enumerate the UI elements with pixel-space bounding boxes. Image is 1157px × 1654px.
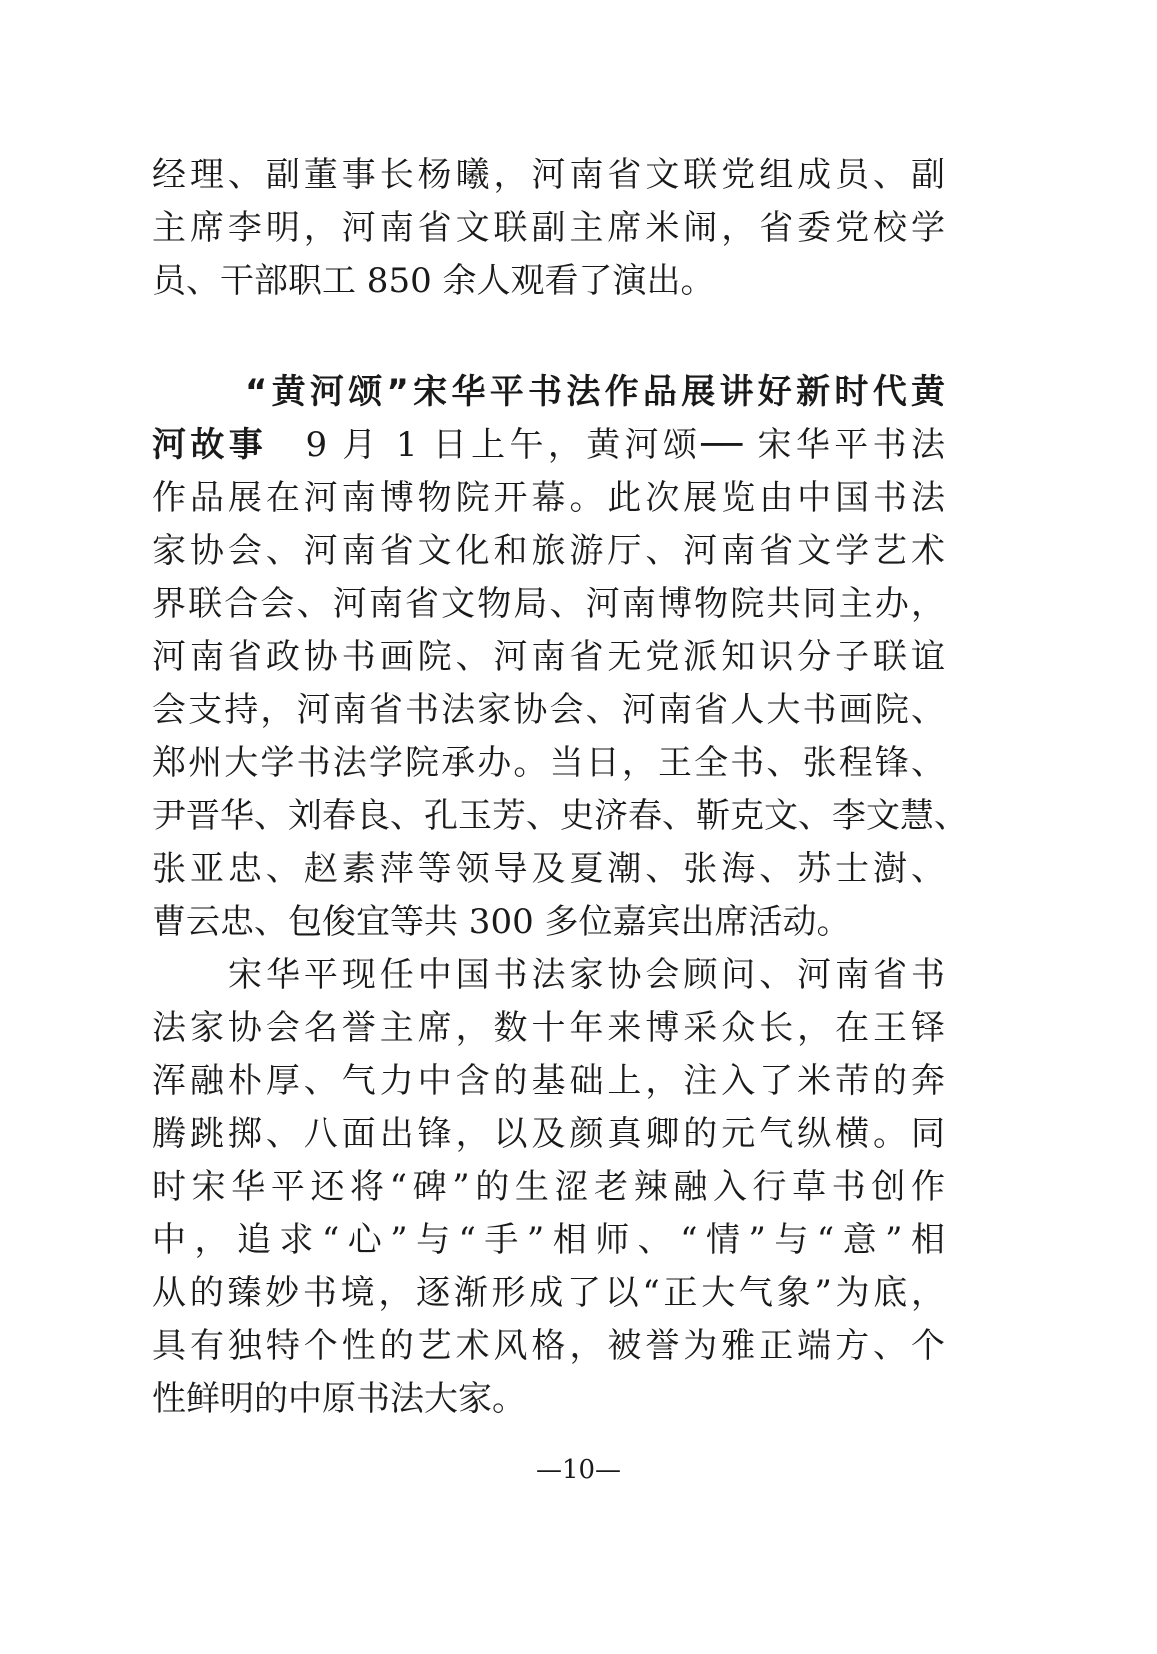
text-line [152,791,968,841]
body-text: 时宋华平还将“碑”的生涩老辣融入行草书创作 [152,1167,945,1207]
body-text: 宋华平现任中国书法家协会顾问、河南省书 [228,955,945,995]
text-line [152,1109,945,1159]
text-line [245,367,945,417]
body-text: 员、干部职工 850 余人观看了演出。 [152,261,715,301]
body-text: 具有独特个性的艺术风格，被誉为雅正端方、个 [152,1326,945,1366]
text-line [152,632,945,682]
text-line [152,579,945,629]
body-text: 主席李明，河南省文联副主席米闹，省委党校学 [152,208,945,248]
text-line [152,256,945,306]
text-line [228,950,945,1000]
text-line [152,1268,945,1318]
text-line [152,1162,945,1212]
body-text: 腾跳掷、八面出锋，以及颜真卿的元气纵横。同 [152,1114,945,1154]
text-line [152,1056,945,1106]
text-line [152,897,945,947]
section-heading: 河故事 [152,425,268,465]
text-line [152,1374,945,1424]
text-line [152,1215,945,1265]
text-line [152,1321,945,1371]
body-text: 曹云忠、包俊宜等共 300 多位嘉宾出席活动。 [152,902,851,942]
text-line [152,1003,945,1053]
body-text: 家协会、河南省文化和旅游厅、河南省文学艺术 [152,531,945,571]
body-text: 从的臻妙书境，逐渐形成了以“正大气象”为底， [152,1273,945,1313]
body-text: 张亚忠、赵素萍等领导及夏潮、张海、苏士澍、 [152,849,945,889]
body-text: 河南省政协书画院、河南省无党派知识分子联谊 [152,637,945,677]
body-text: 尹晋华、刘春良、孔玉芳、史济春、靳克文、李文慧、 [152,796,968,836]
text-line [152,844,945,894]
text-line [152,150,945,200]
text-line [152,420,945,470]
text-line [152,738,945,788]
text-line [152,526,945,576]
text-line [152,203,945,253]
body-text: 会支持，河南省书法家协会、河南省人大书画院、 [152,690,945,730]
body-text: 郑州大学书法学院承办。当日，王全书、张程锋、 [152,743,945,783]
page-number: —10— [535,1455,622,1485]
text-line [152,473,945,523]
body-text: 界联合会、河南省文物局、河南博物院共同主办， [152,584,945,624]
body-text: 浑融朴厚、气力中含的基础上，注入了米芾的奔 [152,1061,945,1101]
body-text: 9 月 1 日上午，黄河颂── 宋华平书法 [267,425,946,465]
body-text: 法家协会名誉主席，数十年来博采众长，在王铎 [152,1008,945,1048]
body-text: 中，追求“心”与“手”相师、“情”与“意”相 [152,1220,945,1260]
body-text: 性鲜明的中原书法大家。 [152,1379,526,1419]
body-text: 经理、副董事长杨曦，河南省文联党组成员、副 [152,155,945,195]
text-line [152,685,945,735]
section-heading: “黄河颂”宋华平书法作品展讲好新时代黄 [245,372,945,412]
body-text: 作品展在河南博物院开幕。此次展览由中国书法 [152,478,945,518]
